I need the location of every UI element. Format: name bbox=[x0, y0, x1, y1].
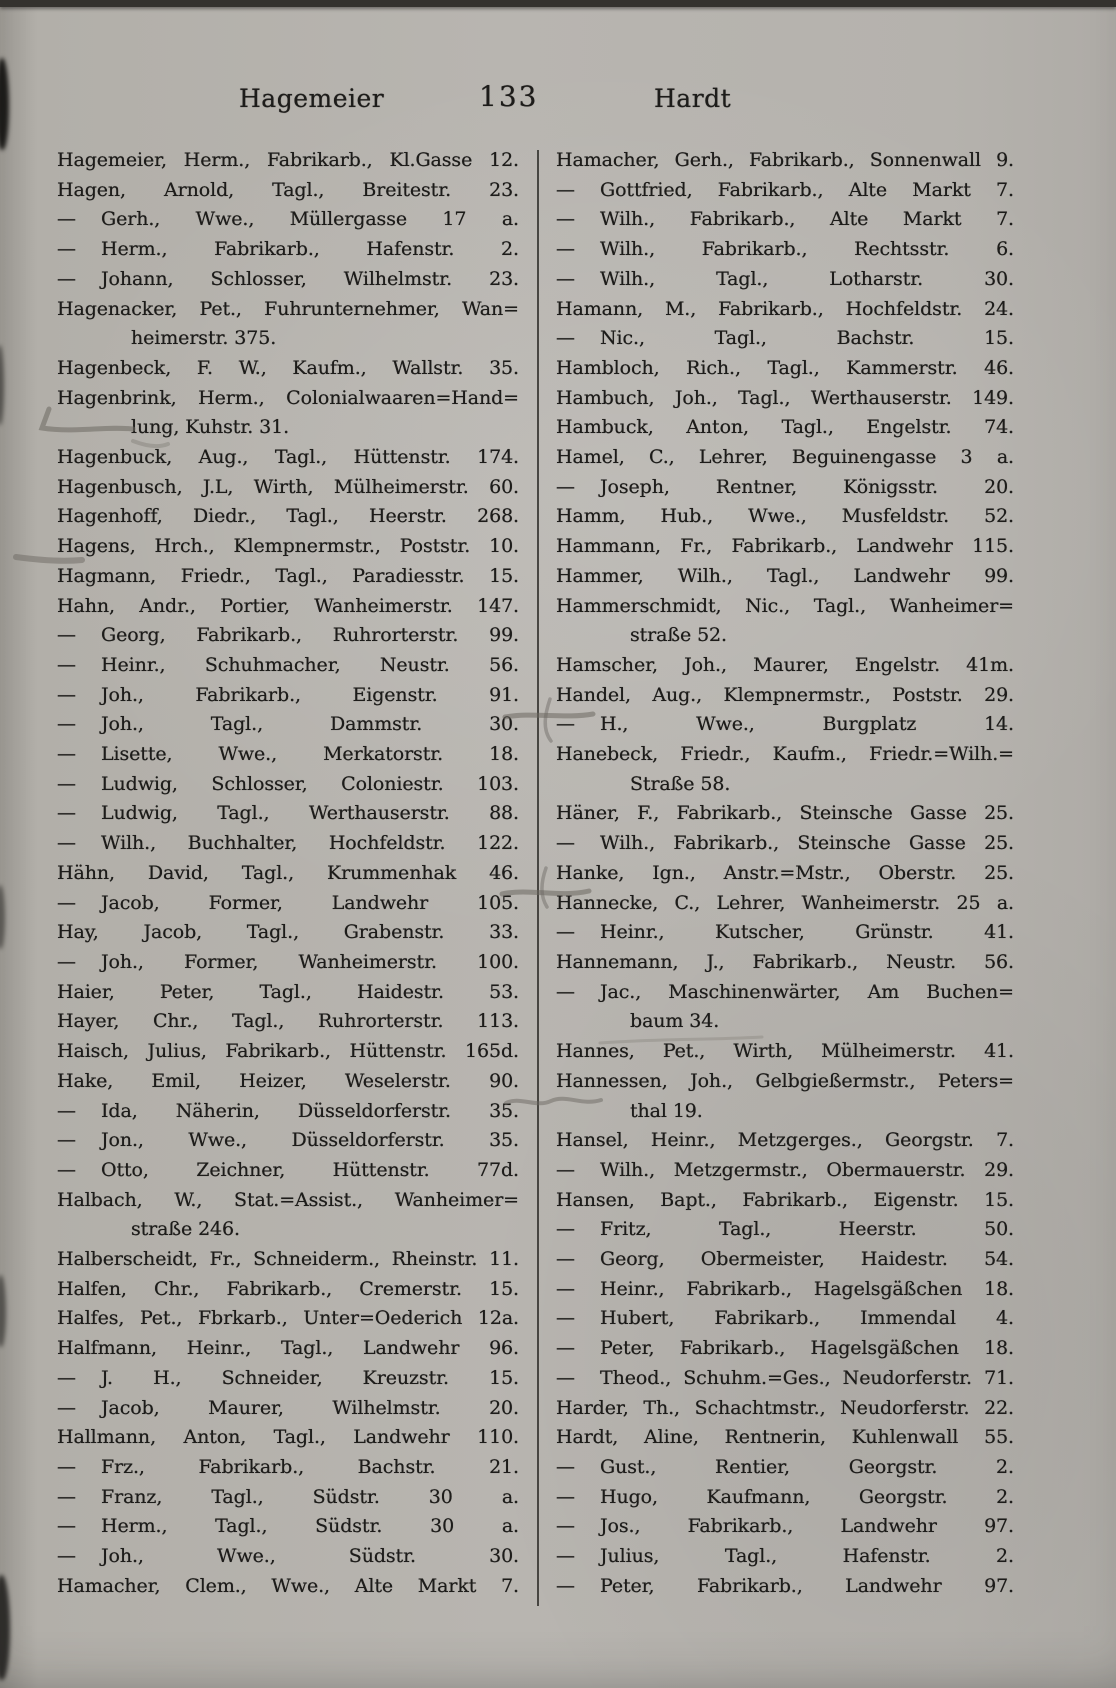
directory-entry: Hanke, Ign., Anstr.=Mstr., Oberstr. 25. bbox=[556, 861, 1014, 884]
ditto-dash: — bbox=[556, 1485, 575, 1508]
directory-entry-continuation: Straße 58. bbox=[630, 772, 731, 795]
ditto-dash: — bbox=[57, 743, 76, 766]
directory-entry: — Nic., Tagl., Bachstr. 15. bbox=[556, 324, 1014, 354]
directory-entry: Hayer, Chr., Tagl., Ruhrorterstr. 113. bbox=[57, 1010, 519, 1033]
ditto-dash: — bbox=[556, 1277, 575, 1300]
ditto-dash: — bbox=[556, 1545, 575, 1568]
scan-artifact bbox=[0, 1575, 10, 1680]
ditto-dash: — bbox=[57, 1455, 76, 1478]
directory-entry: — Wilh., Buchhalter, Hochfeldstr. 122. bbox=[57, 829, 519, 859]
ditto-dash: — bbox=[57, 624, 76, 647]
directory-entry: Hahn, Andr., Portier, Wanheimerstr. 147. bbox=[57, 594, 519, 617]
directory-entry: Hansen, Bapt., Fabrikarb., Eigenstr. 15. bbox=[556, 1188, 1014, 1211]
directory-entry: — Johann, Schlosser, Wilhelmstr. 23. bbox=[57, 265, 519, 295]
directory-entry-continuation: lung, Kuhstr. 31. bbox=[131, 416, 290, 439]
ditto-dash: — bbox=[556, 1248, 575, 1271]
directory-entry: — Jac., Maschinenwärter, Am Buchen= bbox=[556, 978, 1014, 1008]
directory-entry: Hagenbrink, Herm., Colonialwaaren=Hand= bbox=[57, 386, 519, 409]
ditto-dash: — bbox=[556, 178, 575, 201]
directory-entry: — Joseph, Rentner, Königsstr. 20. bbox=[556, 473, 1014, 503]
ditto-dash: — bbox=[556, 713, 575, 736]
ditto-dash: — bbox=[556, 1158, 575, 1181]
header-keyword-left: Hagemeier bbox=[239, 84, 385, 113]
directory-entry: — Joh., Wwe., Südstr. 30. bbox=[57, 1542, 519, 1572]
directory-entry: — Georg, Obermeister, Haidestr. 54. bbox=[556, 1245, 1014, 1275]
directory-entry: — Lisette, Wwe., Merkatorstr. 18. bbox=[57, 740, 519, 770]
ditto-dash: — bbox=[556, 832, 575, 855]
directory-column-right bbox=[556, 146, 1014, 1601]
ditto-dash: — bbox=[57, 267, 76, 290]
ditto-dash: — bbox=[57, 653, 76, 676]
page-number: 133 bbox=[479, 80, 539, 113]
directory-entry: — Jacob, Former, Landwehr 105. bbox=[57, 889, 519, 919]
directory-entry: Hake, Emil, Heizer, Weselerstr. 90. bbox=[57, 1069, 519, 1092]
directory-entry: Hamel, C., Lehrer, Beguinengasse 3 a. bbox=[556, 446, 1014, 469]
directory-entry-continuation: thal 19. bbox=[630, 1099, 703, 1122]
directory-entry: Hambuck, Anton, Tagl., Engelstr. 74. bbox=[556, 416, 1014, 439]
ditto-dash: — bbox=[556, 1218, 575, 1241]
directory-entry: Hay, Jacob, Tagl., Grabenstr. 33. bbox=[57, 921, 519, 944]
ditto-dash: — bbox=[57, 1099, 76, 1122]
directory-entry: — Peter, Fabrikarb., Hagelsgäßchen 18. bbox=[556, 1334, 1014, 1364]
ditto-dash: — bbox=[57, 1485, 76, 1508]
directory-entry: Hagenacker, Pet., Fuhrunternehmer, Wan= bbox=[57, 297, 519, 320]
scan-artifact bbox=[0, 58, 9, 150]
ditto-dash: — bbox=[556, 1515, 575, 1538]
directory-entry: — Herm., Fabrikarb., Hafenstr. 2. bbox=[57, 235, 519, 265]
directory-entry-continuation: straße 246. bbox=[131, 1218, 240, 1241]
directory-entry: — Heinr., Schuhmacher, Neustr. 56. bbox=[57, 651, 519, 681]
ditto-dash: — bbox=[556, 208, 575, 231]
directory-entry: Hagen, Arnold, Tagl., Breitestr. 23. bbox=[57, 178, 519, 201]
ditto-dash: — bbox=[57, 950, 76, 973]
directory-entry: — H., Wwe., Burgplatz 14. bbox=[556, 710, 1014, 740]
directory-entry: Hamacher, Gerh., Fabrikarb., Sonnenwall 9. bbox=[556, 149, 1014, 171]
directory-entry: — Fritz, Tagl., Heerstr. 50. bbox=[556, 1215, 1014, 1245]
directory-entry: Hammann, Fr., Fabrikarb., Landwehr 115. bbox=[556, 535, 1014, 558]
directory-entry: Hammerschmidt, Nic., Tagl., Wanheimer= bbox=[556, 594, 1014, 617]
directory-entry: Halberscheidt, Fr., Schneiderm., Rheinstr. 11. bbox=[57, 1248, 519, 1271]
directory-entry: Hagens, Hrch., Klempnermstr., Poststr. 10. bbox=[57, 535, 519, 558]
directory-entry: Hanebeck, Friedr., Kaufm., Friedr.=Wilh.= bbox=[556, 743, 1014, 766]
ditto-dash: — bbox=[556, 475, 575, 498]
directory-entry: Haier, Peter, Tagl., Haidestr. 53. bbox=[57, 980, 519, 1003]
ditto-dash: — bbox=[57, 802, 76, 825]
directory-entry: Hähn, David, Tagl., Krummenhak 46. bbox=[57, 861, 519, 884]
directory-entry: — Herm., Tagl., Südstr. 30 a. bbox=[57, 1512, 519, 1542]
directory-entry: — Ludwig, Schlosser, Coloniestr. 103. bbox=[57, 770, 519, 800]
pencil-cross-handel-v bbox=[545, 699, 551, 741]
directory-entry: — Theod., Schuhm.=Ges., Neudorferstr. 71. bbox=[556, 1364, 1014, 1394]
directory-entry: Hansel, Heinr., Metzgerges., Georgstr. 7. bbox=[556, 1129, 1014, 1152]
directory-entry: Hannes, Pet., Wirth, Mülheimerstr. 41. bbox=[556, 1040, 1014, 1063]
scan-edge-top bbox=[0, 0, 1116, 7]
directory-entry: — Heinr., Fabrikarb., Hagelsgäßchen 18. bbox=[556, 1275, 1014, 1305]
ditto-dash: — bbox=[57, 1366, 76, 1389]
directory-entry: — Hubert, Fabrikarb., Immendal 4. bbox=[556, 1304, 1014, 1334]
scan-artifact bbox=[0, 1275, 6, 1347]
directory-entry: — Gust., Rentier, Georgstr. 2. bbox=[556, 1453, 1014, 1483]
directory-entry: Handel, Aug., Klempnermstr., Poststr. 29. bbox=[556, 683, 1014, 706]
ditto-dash: — bbox=[556, 1366, 575, 1389]
directory-entry: Hallmann, Anton, Tagl., Landwehr 110. bbox=[57, 1426, 519, 1449]
directory-entry: Hammer, Wilh., Tagl., Landwehr 99. bbox=[556, 564, 1014, 587]
ditto-dash: — bbox=[556, 267, 575, 290]
directory-entry: Hamscher, Joh., Maurer, Engelstr. 41m. bbox=[556, 653, 1014, 676]
directory-entry: — Jos., Fabrikarb., Landwehr 97. bbox=[556, 1512, 1014, 1542]
directory-entry: Hagenbeck, F. W., Kaufm., Wallstr. 35. bbox=[57, 356, 519, 379]
directory-entry: — Hugo, Kaufmann, Georgstr. 2. bbox=[556, 1483, 1014, 1513]
directory-entry: — Joh., Fabrikarb., Eigenstr. 91. bbox=[57, 681, 519, 711]
ditto-dash: — bbox=[556, 1574, 575, 1597]
directory-entry: — Jon., Wwe., Düsseldorferstr. 35. bbox=[57, 1126, 519, 1156]
directory-entry: Hannecke, C., Lehrer, Wanheimerstr. 25 a. bbox=[556, 891, 1014, 914]
directory-entry: — Wilh., Metzgermstr., Obermauerstr. 29. bbox=[556, 1156, 1014, 1186]
directory-entry: Hambuch, Joh., Tagl., Werthauserstr. 149. bbox=[556, 386, 1014, 409]
ditto-dash: — bbox=[57, 713, 76, 736]
ditto-dash: — bbox=[57, 238, 76, 261]
directory-entry: Haisch, Julius, Fabrikarb., Hüttenstr. 165d. bbox=[57, 1040, 519, 1063]
ditto-dash: — bbox=[57, 772, 76, 795]
directory-entry-continuation: heimerstr. 375. bbox=[131, 327, 277, 350]
directory-entry: — Wilh., Fabrikarb., Alte Markt 7. bbox=[556, 205, 1014, 235]
scan-artifact bbox=[0, 885, 5, 949]
directory-entry: — Wilh., Tagl., Lotharstr. 30. bbox=[556, 265, 1014, 295]
directory-entry: — Wilh., Fabrikarb., Steinsche Gasse 25. bbox=[556, 829, 1014, 859]
directory-entry: — Julius, Tagl., Hafenstr. 2. bbox=[556, 1542, 1014, 1572]
directory-entry: — Jacob, Maurer, Wilhelmstr. 20. bbox=[57, 1394, 519, 1424]
directory-entry-continuation: baum 34. bbox=[630, 1010, 720, 1033]
directory-entry: Halbach, W., Stat.=Assist., Wanheimer= bbox=[57, 1188, 519, 1211]
ditto-dash: — bbox=[556, 327, 575, 350]
directory-entry: Hagenbusch, J.L, Wirth, Mülheimerstr. 60. bbox=[57, 475, 519, 498]
directory-entry: Halfen, Chr., Fabrikarb., Cremerstr. 15. bbox=[57, 1277, 519, 1300]
ditto-dash: — bbox=[57, 683, 76, 706]
ditto-dash: — bbox=[57, 1515, 76, 1538]
directory-entry: — Gottfried, Fabrikarb., Alte Markt 7. bbox=[556, 176, 1014, 206]
ditto-dash: — bbox=[57, 832, 76, 855]
directory-entry: — Gerh., Wwe., Müllergasse 17 a. bbox=[57, 205, 519, 235]
ditto-dash: — bbox=[556, 238, 575, 261]
directory-entry: — Ludwig, Tagl., Werthauserstr. 88. bbox=[57, 799, 519, 829]
directory-column-left bbox=[57, 146, 519, 1601]
directory-entry: Hardt, Aline, Rentnerin, Kuhlenwall 55. bbox=[556, 1426, 1014, 1449]
ditto-dash: — bbox=[556, 1455, 575, 1478]
pencil-cross-hanke-v bbox=[542, 868, 547, 907]
directory-entry: Hannessen, Joh., Gelbgießermstr., Peters= bbox=[556, 1069, 1014, 1092]
header-keyword-right: Hardt bbox=[654, 84, 732, 113]
directory-entry: Harder, Th., Schachtmstr., Neudorferstr. 22. bbox=[556, 1396, 1014, 1419]
ditto-dash: — bbox=[57, 1545, 76, 1568]
ditto-dash: — bbox=[57, 891, 76, 914]
ditto-dash: — bbox=[556, 1307, 575, 1330]
directory-entry: Hamacher, Clem., Wwe., Alte Markt 7. bbox=[57, 1574, 519, 1597]
directory-entry: Hagenhoff, Diedr., Tagl., Heerstr. 268. bbox=[57, 505, 519, 528]
directory-entry: — Joh., Tagl., Dammstr. 30. bbox=[57, 710, 519, 740]
ditto-dash: — bbox=[57, 208, 76, 231]
directory-entry: — Georg, Fabrikarb., Ruhrorterstr. 99. bbox=[57, 621, 519, 651]
directory-entry: Halfes, Pet., Fbrkarb., Unter=Oederich 12a. bbox=[57, 1307, 519, 1330]
directory-entry: Hambloch, Rich., Tagl., Kammerstr. 46. bbox=[556, 356, 1014, 379]
ditto-dash: — bbox=[57, 1129, 76, 1152]
directory-entry-continuation: straße 52. bbox=[630, 624, 727, 647]
directory-entry: Hannemann, J., Fabrikarb., Neustr. 56. bbox=[556, 950, 1014, 973]
directory-entry: Hagmann, Friedr., Tagl., Paradiesstr. 15. bbox=[57, 564, 519, 587]
directory-entry: — Franz, Tagl., Südstr. 30 a. bbox=[57, 1483, 519, 1513]
directory-entry: Häner, F., Fabrikarb., Steinsche Gasse 25. bbox=[556, 802, 1014, 825]
ditto-dash: — bbox=[556, 980, 575, 1003]
ditto-dash: — bbox=[556, 1337, 575, 1360]
directory-entry: — Ida, Näherin, Düsseldorferstr. 35. bbox=[57, 1097, 519, 1127]
column-divider-rule bbox=[537, 150, 539, 1606]
directory-entry: Hamm, Hub., Wwe., Musfeldstr. 52. bbox=[556, 505, 1014, 528]
directory-entry: Halfmann, Heinr., Tagl., Landwehr 96. bbox=[57, 1337, 519, 1360]
directory-entry: — Otto, Zeichner, Hüttenstr. 77d. bbox=[57, 1156, 519, 1186]
ditto-dash: — bbox=[57, 1158, 76, 1181]
directory-entry: — Heinr., Kutscher, Grünstr. 41. bbox=[556, 918, 1014, 948]
ditto-dash: — bbox=[556, 921, 575, 944]
directory-entry: Hagenbuck, Aug., Tagl., Hüttenstr. 174. bbox=[57, 446, 519, 469]
ditto-dash: — bbox=[57, 1396, 76, 1419]
directory-entry: — Joh., Former, Wanheimerstr. 100. bbox=[57, 948, 519, 978]
directory-entry: Hagemeier, Herm., Fabrikarb., Kl.Gasse 12. bbox=[57, 149, 519, 171]
directory-entry: Hamann, M., Fabrikarb., Hochfeldstr. 24. bbox=[556, 297, 1014, 320]
directory-entry: — Wilh., Fabrikarb., Rechtsstr. 6. bbox=[556, 235, 1014, 265]
directory-entry: — Frz., Fabrikarb., Bachstr. 21. bbox=[57, 1453, 519, 1483]
scan-artifact bbox=[0, 345, 4, 425]
directory-entry: — J. H., Schneider, Kreuzstr. 15. bbox=[57, 1364, 519, 1394]
directory-entry: — Peter, Fabrikarb., Landwehr 97. bbox=[556, 1572, 1014, 1602]
